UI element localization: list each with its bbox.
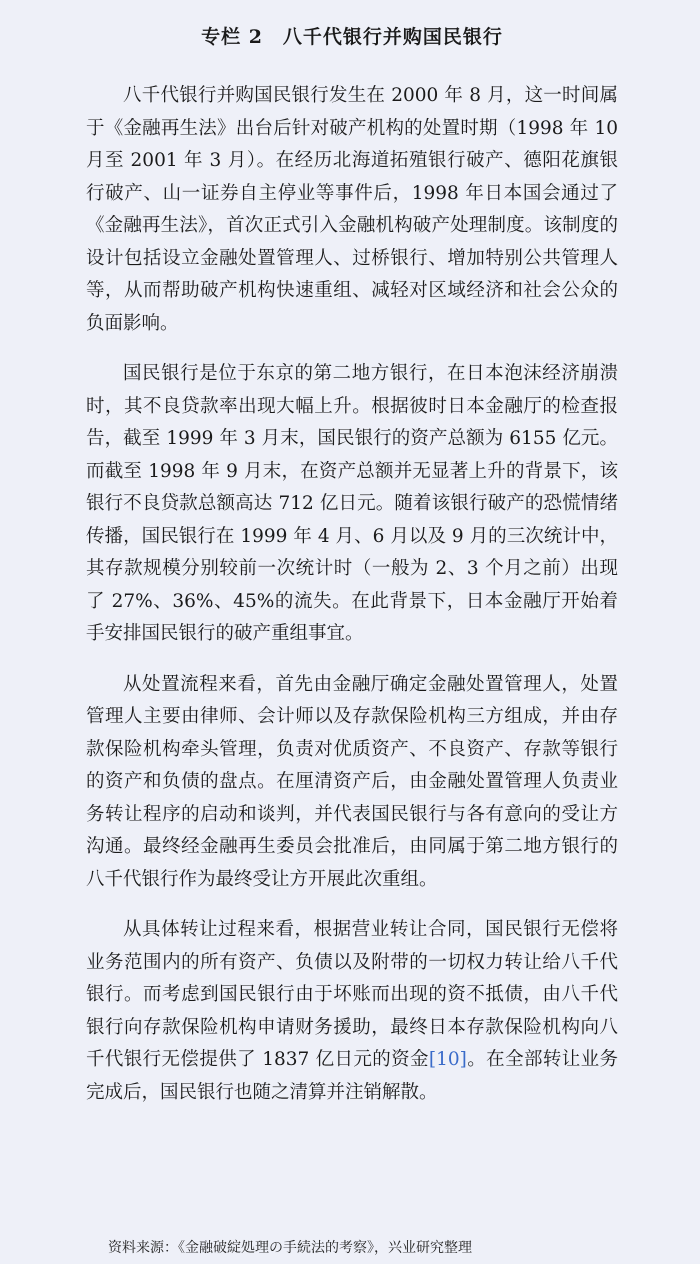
paragraph-4-text: 从具体转让过程来看，根据营业转让合同，国民银行无偿将业务范围内的所有资产、负债以及附带的一切权力转让给八千代银行。而考虑到国民银行由于坏账而出现的资不抵债，由八千代银行向存款保险机构申请财务援助，最终日本存款保险机构向八千代银行无偿提供了 1837 亿日元的资金 [86,919,618,1070]
source-note: 资料来源：《金融破綻処理の手続法的考察》，兴业研究整理 [108,1240,472,1256]
paragraph-1: 八千代银行并购国民银行发生在 2000 年 8 月，这一时间属于《金融再生法》出台后针对破产机构的处置时期（1998 年 10 月至 2001 年 3 月）。在经历北海道拓殖银行破产、德阳花旗银行破产、山一证券自主停业等事件后，1998 年日本国会通过了《金融再生法》，首次正式引入金融机构破产处理制度。该制度的设计包括设立金融处置管理人、过桥银行、增加特别公共管理人等，从而帮助破产机构快速重组、减轻对区域经济和社会公众的负面影响。 [86,85,618,334]
reference-link[interactable]: [10] [428,1049,467,1070]
paragraph-2: 国民银行是位于东京的第二地方银行，在日本泡沫经济崩溃时，其不良贷款率出现大幅上升。根据彼时日本金融厅的检查报告，截至 1999 年 3 月末，国民银行的资产总额为 6155 亿元。而截至 1998 年 9 月末，在资产总额并无显著上升的背景下，该银行不良贷款总额高达 712 亿日元。随着该银行破产的恐慌情绪传播，国民银行在 1999 年 4 月、6 月以及 9 月的三次统计中，其存款规模分别较前一次统计时（一般为 2、3 个月之前）出现了 27%、36%、45%的流失。在此背景下，日本金融厅开始着手安排国民银行的破产重组事宜。 [86,363,618,644]
paragraph-4-tail: 。在全部转让业务完成后，国民银行也随之清算并注销解散。 [86,1049,618,1103]
column-title: 专栏 2 八千代银行并购国民银行 [201,26,503,48]
paragraph-4 [86,914,618,1109]
paragraph-3: 从处置流程来看，首先由金融厅确定金融处置管理人，处置管理人主要由律师、会计师以及存款保险机构三方组成，并由存款保险机构牵头管理，负责对优质资产、不良资产、存款等银行的资产和负债的盘点。在厘清资产后，由金融处置管理人负责业务转让程序的启动和谈判，并代表国民银行与各有意向的受让方沟通。最终经金融再生委员会批准后，由同属于第二地方银行的八千代银行作为最终受让方开展此次重组。 [86,673,618,890]
